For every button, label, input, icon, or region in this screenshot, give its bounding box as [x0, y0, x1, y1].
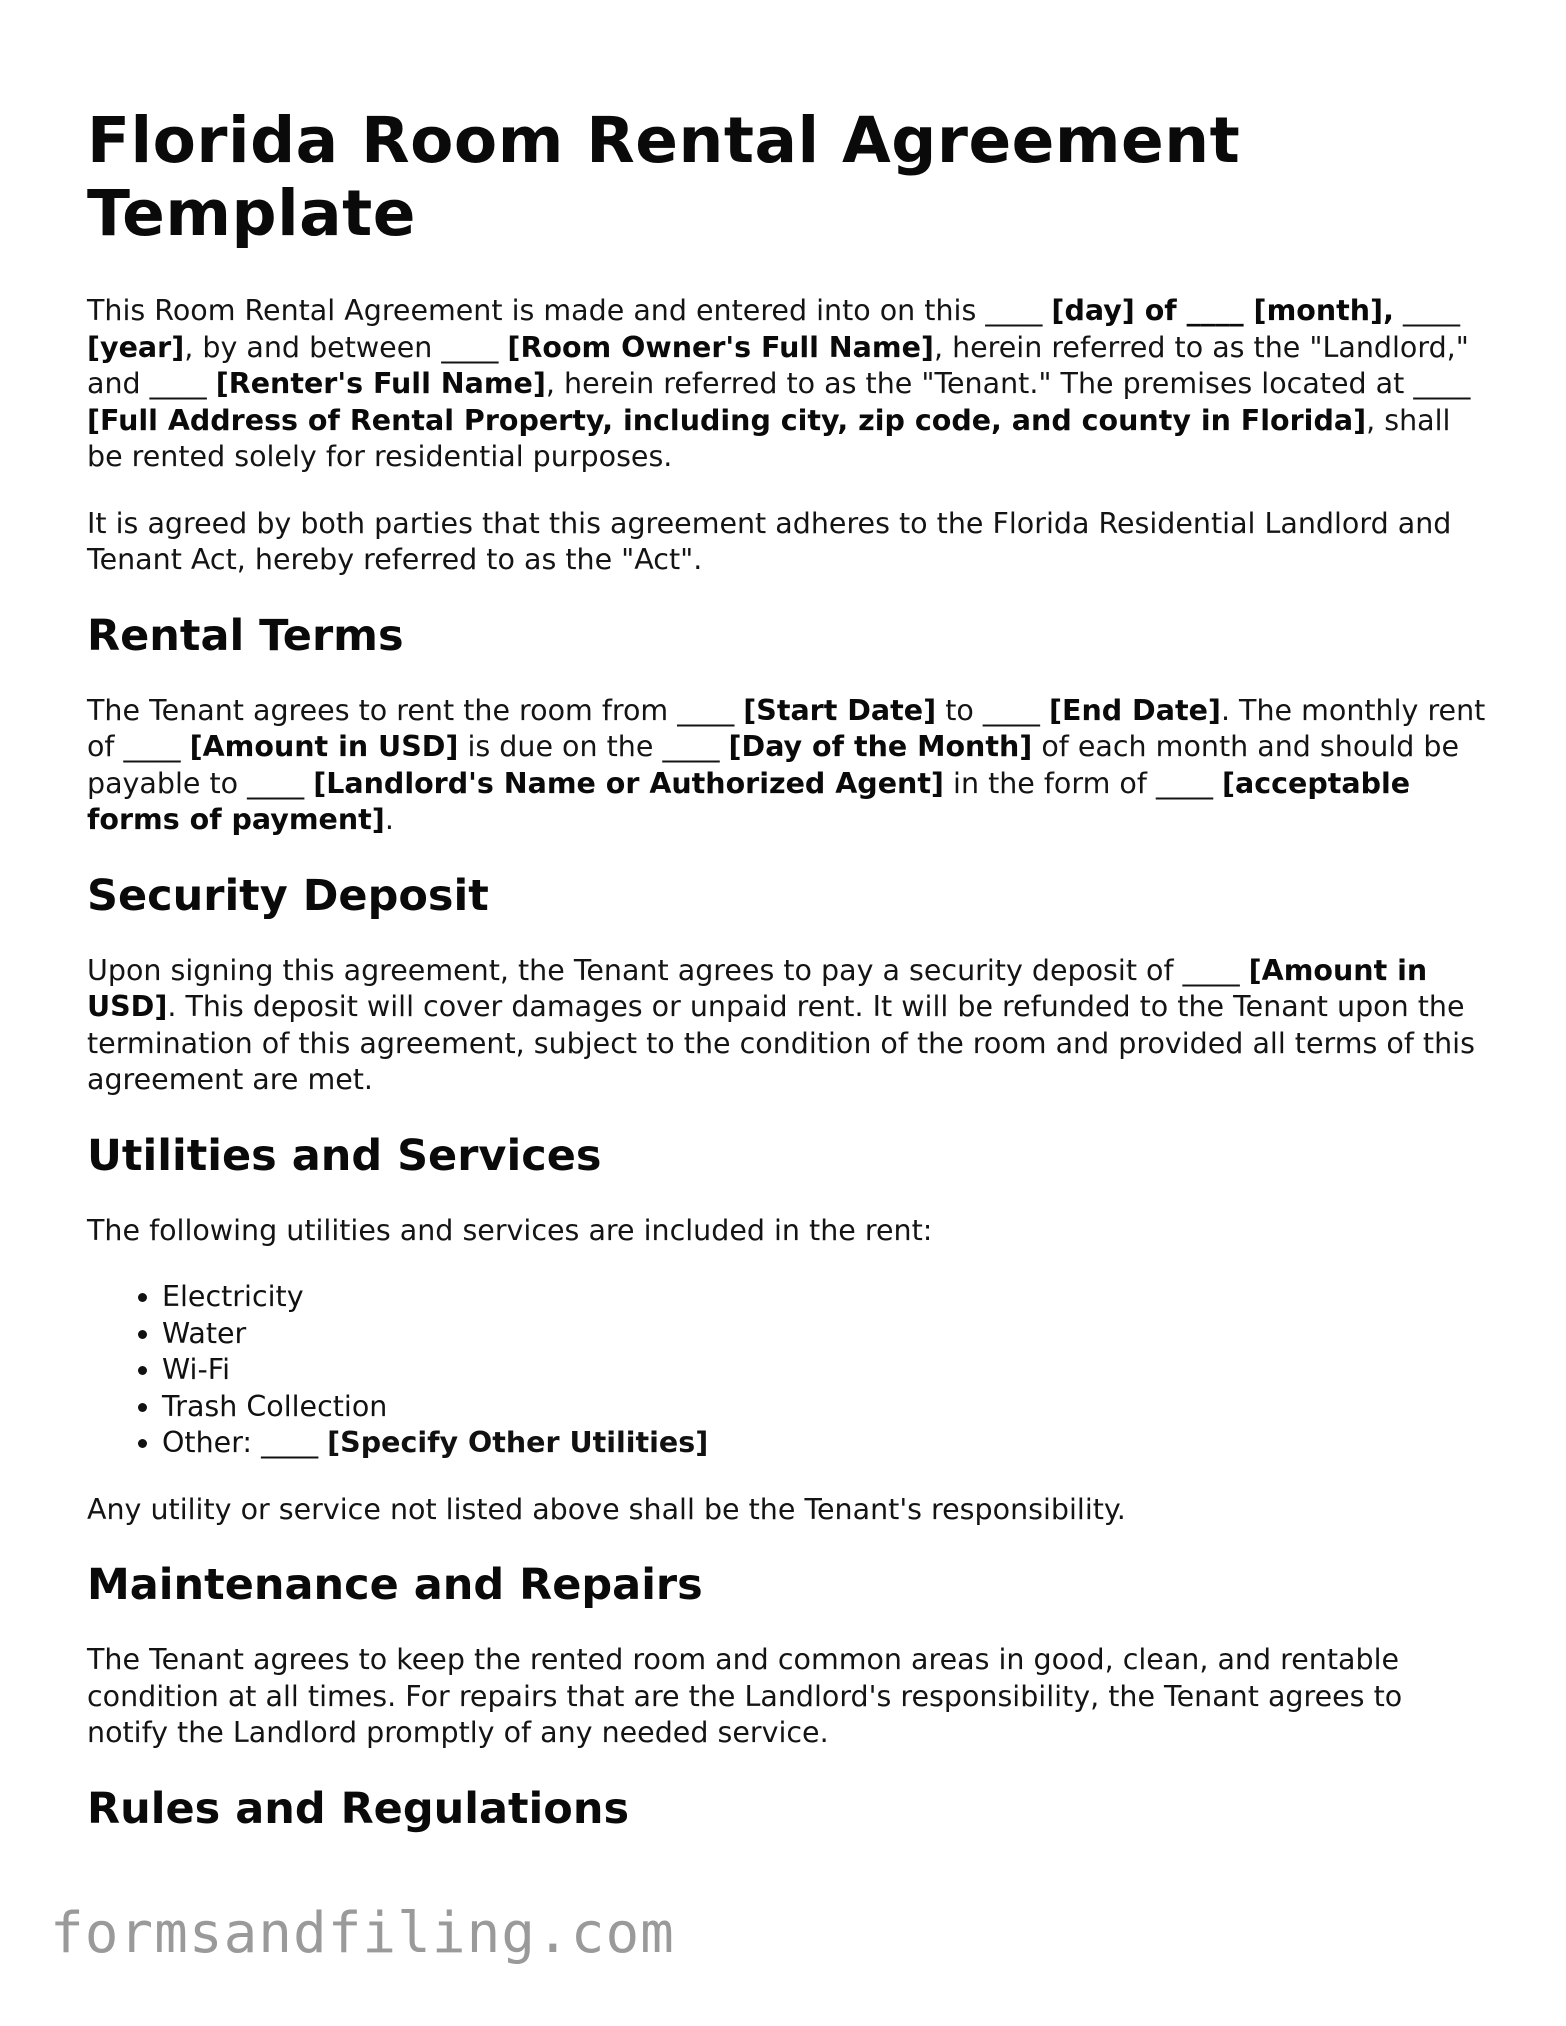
- other-placeholder: [Specify Other Utilities]: [327, 1426, 709, 1459]
- list-item: • Trash Collection: [162, 1389, 1487, 1426]
- utilities-list: [87, 1279, 1487, 1462]
- other-prefix: Other: ____: [162, 1426, 328, 1459]
- placeholder-field: [Renter's Full Name]: [215, 367, 546, 400]
- placeholder-field: [year]: [87, 330, 185, 364]
- document-title: Florida Room Rental Agreement Template: [87, 104, 1241, 250]
- maintenance-heading: Maintenance and Repairs: [87, 1560, 703, 1610]
- list-item-other: [162, 1425, 1487, 1462]
- utilities-intro: The following utilities and services are included in the rent:: [87, 1213, 933, 1247]
- list-item: • Water: [162, 1316, 1487, 1353]
- utilities-heading: Utilities and Services: [87, 1130, 602, 1181]
- placeholder-field: [Amount in USD]: [189, 730, 459, 763]
- utilities-outro: Any utility or service not listed above shall be the Tenant's responsibility.: [87, 1492, 1126, 1526]
- security-deposit-heading: Security Deposit: [87, 870, 489, 921]
- document-page: [87, 104, 1487, 1866]
- placeholder-field: [Start Date]: [743, 693, 937, 727]
- placeholder-field: [Landlord's Name or Authorized Agent]: [313, 766, 944, 800]
- maintenance-paragraph: The Tenant agrees to keep the rented room and common areas in good, clean, and rentable condition at all times. For repairs that are the Landlord's responsibility, the Tenant agrees to notify the Landlord promptly of any needed service.: [87, 1643, 1403, 1749]
- placeholder-field: [day] of ____ [month],: [1051, 294, 1394, 327]
- rules-heading: Rules and Regulations: [87, 1783, 630, 1834]
- intro-paragraph: This Room Rental Agreement is made and entered into on this ____ [day] of ____ [month], ____ [year], by and between ____ [Room Owner's Full Name], herein referred to as the "Landlord," and ____ [Renter's Full Name], herein referred to as the "Tenant." The premises located at ____ [Full Address of Rental Property, including city, zip code, and county in Florida], shall be rented solely for residential purposes.: [87, 294, 1471, 473]
- list-item: • Electricity: [162, 1279, 1487, 1316]
- rental-terms-paragraph: The Tenant agrees to rent the room from ____ [Start Date] to ____ [End Date]. The monthly rent of ____ [Amount in USD] is due on the ____ [Day of the Month] of each month and should be payable to ____ [Landlord's Name or Authorized Agent] in the form of ____ [acceptable forms of payment].: [87, 693, 1486, 836]
- placeholder-field: [Full Address of Rental Property, including city, zip code, and county in Florida]: [87, 403, 1367, 437]
- watermark: formsandfiling.com: [50, 1901, 675, 1966]
- placeholder-field: [acceptable forms of payment]: [87, 766, 1411, 836]
- placeholder-field: [Amount in USD]: [87, 953, 1428, 1023]
- placeholder-field: [Room Owner's Full Name]: [507, 330, 934, 364]
- rental-terms-heading: Rental Terms: [87, 610, 404, 661]
- list-item: • Wi-Fi: [162, 1352, 1487, 1389]
- placeholder-field: [End Date]: [1048, 693, 1221, 727]
- act-paragraph: It is agreed by both parties that this agreement adheres to the Florida Residential Landlord and Tenant Act, hereby referred to as the "Act".: [87, 506, 1452, 576]
- placeholder-field: [Day of the Month]: [728, 730, 1033, 763]
- security-deposit-paragraph: Upon signing this agreement, the Tenant agrees to pay a security deposit of ____ [Amount in USD]. This deposit will cover damages or unpaid rent. It will be refunded to the Tenant upon the termination of this agreement, subject to the condition of the room and provided all terms of this agreement are met.: [87, 953, 1475, 1096]
